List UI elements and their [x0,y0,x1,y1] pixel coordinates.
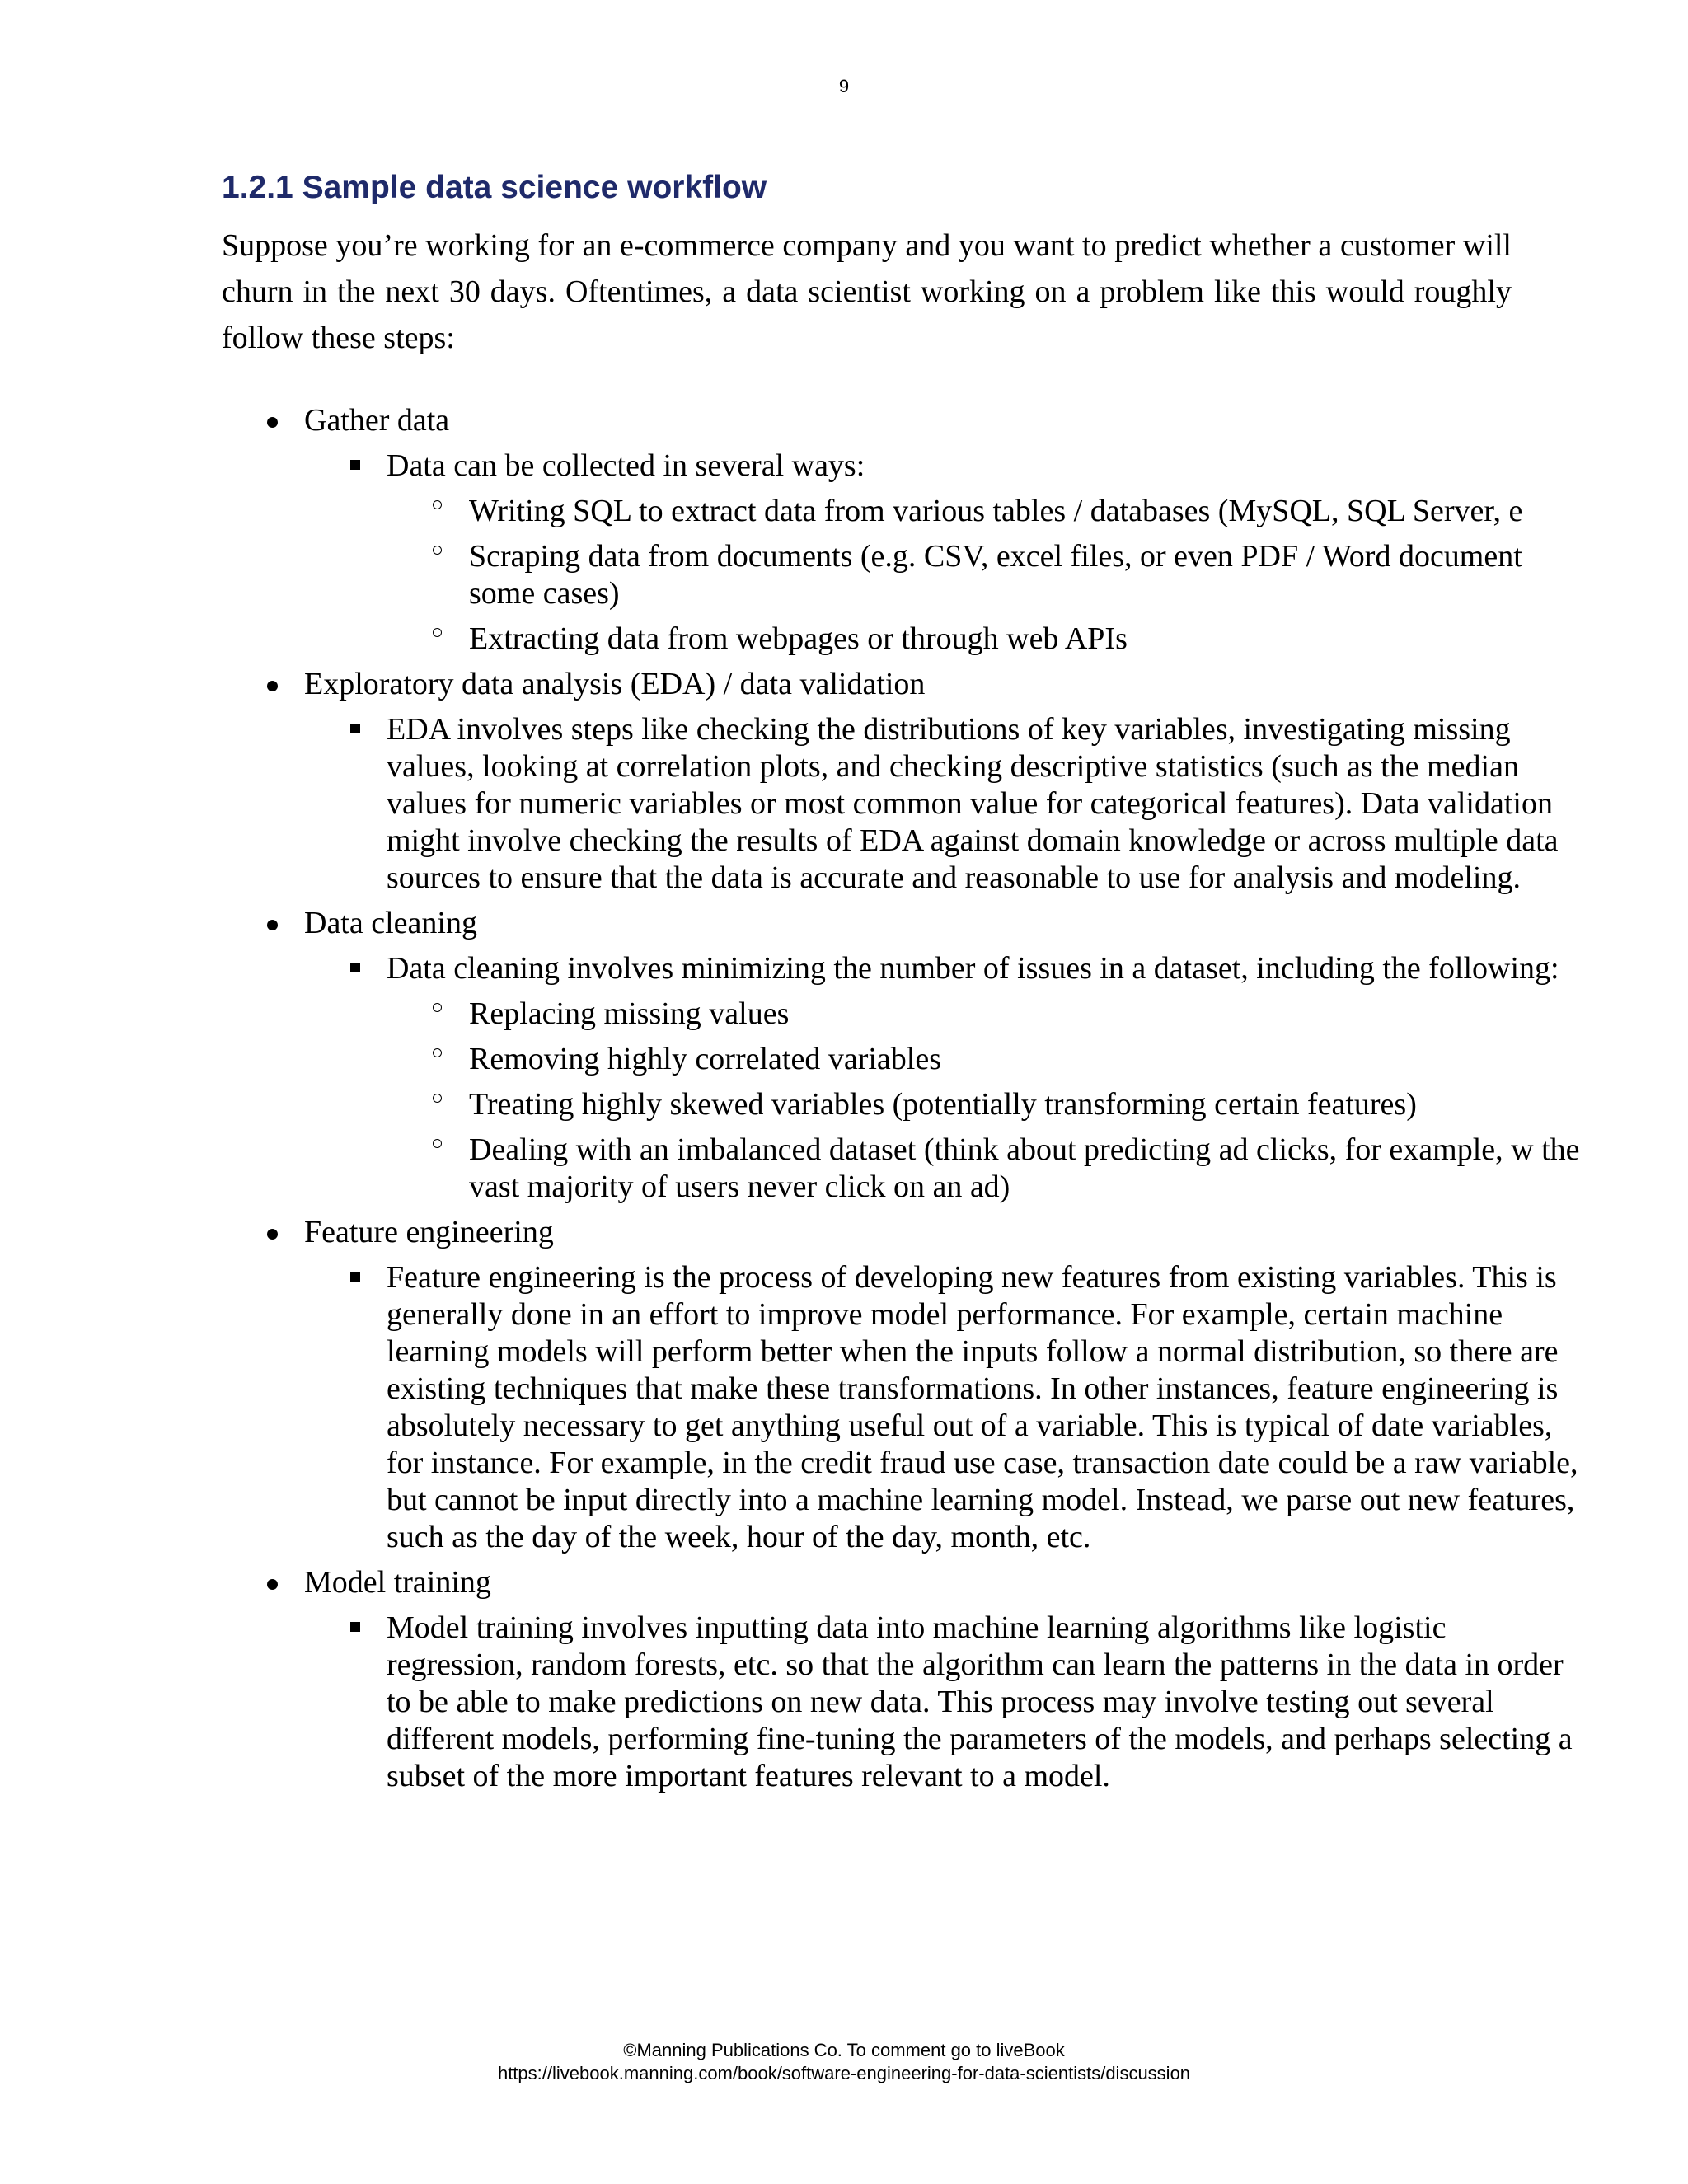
sub-list [304,1606,1582,1800]
bullet-disc-icon [267,417,278,428]
sub-item-text: Feature engineering is the process of developing new features from existing variables. This is generally done in an effort to improve model performance. For example, certain machine learning models will perform better when the inputs follow a normal distribution, so there are existing techniques that make these transformations. In other instances, feature engineering is absolutely necessary to get anything useful out of a variable. This is typical of date variables, for instance. For example, in the credit fraud use case, transaction date could be a raw variable, but cannot be input directly into a machine learning model. Instead, we parse out new features, such as the day of the week, hour of the day, month, etc. [387,1259,1578,1554]
bullet-circle-icon [433,1139,442,1148]
bullet-circle-icon [433,1003,442,1012]
sub-sub-item-text: Replacing missing values [469,996,790,1031]
list-item [304,1606,1582,1800]
list-item [387,1128,1582,1211]
sub-list [304,708,1582,902]
bullet-disc-icon [267,1579,278,1590]
bullet-disc-icon [267,1229,278,1240]
step-title: Feature engineering [304,1214,554,1249]
bullet-square-icon [350,1622,360,1632]
sub-list [304,947,1582,1211]
sub-item-text: EDA involves steps like checking the distributions of key variables, investigating missing values, looking at correlation plots, and checking descriptive statistics (such as the median values for numeric variables or most common value for categorical features). Data validation might involve checking the results of EDA against domain knowledge or across multiple data sources to ensure that the data is accurate and reasonable to use for analysis and modeling. [387,711,1559,895]
list-item [304,1256,1582,1561]
bullet-circle-icon [433,1048,442,1057]
bullet-circle-icon [433,628,442,637]
step-title: Model training [304,1564,491,1600]
list-item [304,444,1582,663]
bullet-square-icon [350,724,360,733]
step-title: Data cleaning [304,905,477,940]
list-item-gather-data [222,399,1582,663]
page-content [222,169,1582,1800]
list-item-eda [222,663,1582,902]
step-title: Exploratory data analysis (EDA) / data validation [304,666,926,701]
list-item [387,1038,1582,1083]
sub-sub-item-text: Dealing with an imbalanced dataset (think about predicting ad clicks, for example, w the vast majority of users never click on an ad) [469,1132,1580,1204]
sub-item-text: Data cleaning involves minimizing the number of issues in a dataset, including the following: [387,950,1559,986]
bullet-circle-icon [433,500,442,509]
sub-sub-item-text: Treating highly skewed variables (potentially transforming certain features) [469,1086,1417,1122]
list-item [387,1083,1582,1128]
sub-list [304,1256,1582,1561]
section-heading: 1.2.1 Sample data science workflow [222,170,767,205]
list-item [304,708,1582,902]
bullet-square-icon [350,1272,360,1282]
sub-sub-item-text: Scraping data from documents (e.g. CSV, excel files, or even PDF / Word document some cases) [469,538,1522,611]
list-item [387,617,1582,663]
page-footer [0,2039,1688,2085]
workflow-steps-list [222,399,1582,1800]
sub-sub-item-text: Removing highly correlated variables [469,1041,941,1076]
footer-url: https://livebook.manning.com/book/software-engineering-for-data-scientists/discussion [497,2063,1191,2083]
bullet-square-icon [350,460,360,470]
sub-sub-list [387,992,1582,1211]
bullet-square-icon [350,963,360,972]
sub-sub-item-text: Writing SQL to extract data from various tables / databases (MySQL, SQL Server, e [469,493,1523,528]
list-item [304,947,1582,1211]
bullet-disc-icon [267,681,278,691]
list-item [387,490,1582,535]
sub-sub-list [387,490,1582,663]
sub-item-text: Model training involves inputting data into machine learning algorithms like logistic regression, random forests, etc. so that the algorithm can learn the patterns in the data in order to be able to make predictions on new data. This process may involve testing out several different models, performing fine-tuning the parameters of the models, and perhaps selecting a subset of the more important features relevant to a model. [387,1610,1573,1793]
bullet-circle-icon [433,546,442,555]
sub-item-text: Data can be collected in several ways: [387,448,865,483]
footer-copyright: ©Manning Publications Co. To comment go to liveBook [623,2040,1065,2060]
sub-sub-item-text: Extracting data from webpages or through web APIs [469,621,1128,656]
bullet-disc-icon [267,920,278,930]
step-title: Gather data [304,402,450,438]
list-item [387,992,1582,1038]
list-item [387,535,1582,617]
sub-list [304,444,1582,663]
list-item-model-training [222,1561,1582,1800]
list-item-feature-engineering [222,1211,1582,1561]
intro-paragraph: Suppose you’re working for an e-commerce company and you want to predict whether a customer will churn in the next 30 days. Oftentimes, a data scientist working on a problem like this would roughly follow these steps: [222,227,1512,355]
list-item-data-cleaning [222,902,1582,1211]
bullet-circle-icon [433,1094,442,1103]
page-number: 9 [838,76,850,96]
